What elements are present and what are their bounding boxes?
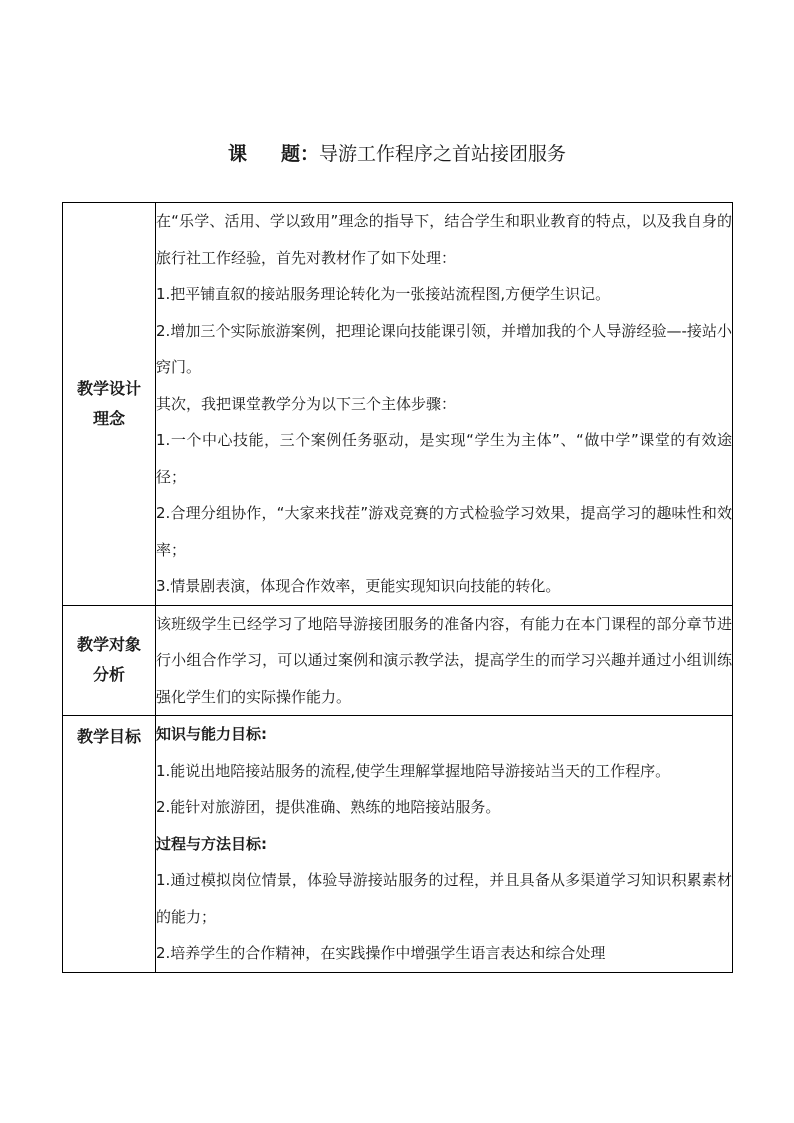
lesson-plan-table [62,202,733,973]
row-header-line: 分析 [92,665,125,685]
table-row-design-concept [63,203,733,606]
paragraph: 3.情景剧表演，体现合作效率，更能实现知识向技能的转化。 [156,577,561,595]
paragraph: 1.一个中心技能，三个案例任务驱动，是实现“学生为主体”、“做中学”课堂的有效途径； [156,431,732,486]
paragraph: 在“乐学、活用、学以致用”理念的指导下，结合学生和职业教育的特点，以及我自身的旅行社工作经验，首先对教材作了如下处理： [156,212,732,267]
document-title [0,140,794,168]
table-row-teaching-objectives [63,716,733,973]
section-heading: 知识与能力目标: [156,725,267,743]
row-content-design-concept [156,203,733,606]
objective-item: 2.能针对旅游团，提供准确、熟练的地陪接站服务。 [156,798,501,816]
row-content-student-analysis [156,605,733,716]
objective-item: 1.通过模拟岗位情景，体验导游接站服务的过程，并且具备从多渠道学习知识积累素材的能力； [156,871,732,926]
section-heading: 过程与方法目标: [156,834,267,853]
row-header-student-analysis [63,605,156,716]
paragraph: 1.把平铺直叙的接站服务理论转化为一张接站流程图,方便学生识记。 [156,285,611,303]
row-header-teaching-objectives [63,716,156,973]
row-header-line: 教学目标 [76,727,141,746]
title-colon: ： [300,143,320,165]
title-text: 导游工作程序之首站接团服务 [319,143,567,165]
title-label-char-2: 题 [280,143,300,165]
paragraph: 该班级学生已经学习了地陪导游接团服务的准备内容，有能力在本门课程的部分章节进行小组合作学习，可以通过案例和演示教学法，提高学生的而学习兴趣并通过小组训练强化学生们的实际操作能力。 [156,614,732,706]
objective-item: 2.培养学生的合作精神，在实践操作中增强学生语言表达和综合处理 [156,944,606,962]
title-label-char-1: 课 [227,143,247,165]
row-header-line: 教学设计 [76,378,141,398]
objective-item: 1.能说出地陪接站服务的流程,使学生理解掌握地陪导游接站当天的工作程序。 [156,761,671,780]
paragraph: 其次，我把课堂教学分为以下三个主体步骤： [156,394,457,413]
row-header-line: 理念 [92,408,125,428]
table-row-student-analysis [63,605,733,716]
paragraph: 2.合理分组协作，“大家来找茬”游戏竞赛的方式检验学习效果，提高学习的趣味性和效率； [156,504,732,559]
paragraph: 2.增加三个实际旅游案例，把理论课向技能课引领，并增加我的个人导游经验—-接站小窍门。 [156,321,732,376]
row-content-teaching-objectives [156,716,733,973]
row-header-design-concept [63,203,156,606]
row-header-line: 教学对象 [76,635,141,655]
